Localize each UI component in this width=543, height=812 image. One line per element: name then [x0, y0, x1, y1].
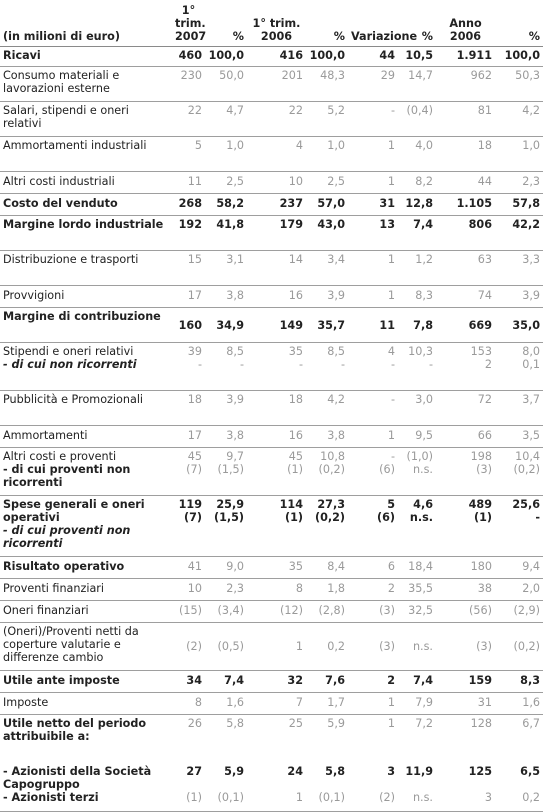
cell: 1,2: [398, 251, 436, 286]
cell: 153 2: [436, 343, 495, 391]
cell: 4: [247, 137, 306, 172]
row-label: Ammortamenti industriali: [0, 137, 172, 172]
table-row: [0, 391, 543, 426]
cell: 35: [247, 557, 306, 579]
header-row: [0, 0, 543, 47]
cell: (3): [436, 623, 495, 671]
cell: 2,3: [205, 579, 247, 601]
cell: 9,7 (1,5): [205, 448, 247, 496]
cell: 11: [172, 172, 205, 194]
cell: 34: [172, 671, 205, 693]
cell: 18: [436, 137, 495, 172]
cell: 1,8: [306, 579, 348, 601]
cell: 3 (2): [348, 763, 398, 812]
cell: 4,2: [306, 391, 348, 426]
cell: 22: [172, 102, 205, 137]
cell: 57,0: [306, 194, 348, 216]
cell: 4,6 n.s.: [398, 496, 436, 557]
cell: 11,9 n.s.: [398, 763, 436, 812]
cell: 198 (3): [436, 448, 495, 496]
cell: 32,5: [398, 601, 436, 623]
cell: 159: [436, 671, 495, 693]
cell: -: [348, 391, 398, 426]
row-label: [0, 763, 172, 812]
cell: 42,2: [495, 216, 543, 251]
cell: 32: [247, 671, 306, 693]
cell: - (6): [348, 448, 398, 496]
row-label: Utile netto del periodo attribuibile a:: [3, 717, 147, 743]
cell: 5,9: [327, 717, 345, 730]
cell: 1,0: [306, 137, 348, 172]
cell: 3,9: [495, 286, 543, 308]
row-label: Consumo materiali e lavorazioni esterne: [0, 67, 172, 102]
cell: 100,0: [306, 47, 348, 67]
header-variazione: Variazione: [348, 0, 398, 47]
cell: 13: [348, 216, 398, 251]
cell: 16: [247, 286, 306, 308]
cell: 5,8: [226, 717, 244, 730]
cell: 3,0: [398, 391, 436, 426]
row-label-main: Spese generali e oneri operativi: [3, 498, 145, 524]
cell: 6,7: [522, 717, 540, 730]
cell: 1.911: [436, 47, 495, 67]
cell: 3,8: [205, 286, 247, 308]
cell: 41: [172, 557, 205, 579]
row-label-main: Altri costi e proventi: [3, 450, 117, 463]
cell: 1: [348, 286, 398, 308]
cell: 5 (6): [348, 496, 398, 557]
cell: 6: [348, 557, 398, 579]
cell: 2: [348, 579, 398, 601]
table-row: [0, 623, 543, 671]
row-label: (Oneri)/Proventi netti da coperture valutarie e differenze cambio: [0, 623, 172, 671]
row-label-sub: - di cui non ricorrenti: [3, 358, 137, 371]
cell: 3,3: [495, 251, 543, 286]
cell: 7,4: [398, 216, 436, 251]
header-label: (in milioni di euro): [0, 0, 172, 47]
row-label-sub: - di cui proventi non ricorrenti: [3, 524, 131, 550]
cell: 10,4 (0,2): [495, 448, 543, 496]
cell: 41,8: [205, 216, 247, 251]
cell: 416: [247, 47, 306, 67]
cell: 4 -: [348, 343, 398, 391]
cell: 38: [436, 579, 495, 601]
row-label-sub: - Azionisti terzi: [3, 790, 99, 804]
row-label: Distribuzione e trasporti: [0, 251, 172, 286]
cell: 119 (7): [172, 496, 205, 557]
row-label-sub: - di cui proventi non ricorrenti: [3, 463, 131, 489]
cell: 9,4: [495, 557, 543, 579]
cell: 50,3: [495, 67, 543, 102]
cell: 669: [436, 308, 495, 343]
row-label: Altri costi industriali: [0, 172, 172, 194]
cell: 29: [348, 67, 398, 102]
cell: (2,9): [495, 601, 543, 623]
cell: 35,5: [398, 579, 436, 601]
cell: 16: [247, 426, 306, 448]
cell: 74: [436, 286, 495, 308]
cell: 24 1: [247, 763, 306, 812]
header-pct-var: %: [398, 0, 436, 47]
cell: (15): [172, 601, 205, 623]
cell: 8,5 -: [205, 343, 247, 391]
row-label: [0, 496, 172, 557]
table-row: [0, 102, 543, 137]
table-row: [0, 671, 543, 693]
cell: 9,0: [205, 557, 247, 579]
cell: 10,5: [398, 47, 436, 67]
cell: 179: [247, 216, 306, 251]
table-row: [0, 251, 543, 286]
cell: 7,9: [398, 693, 436, 715]
header-pct-anno: %: [495, 0, 543, 47]
cell: 192: [172, 216, 205, 251]
cell: 5,2: [306, 102, 348, 137]
cell: 2,3: [495, 172, 543, 194]
cell: 25: [288, 717, 303, 730]
cell: 160: [172, 308, 205, 343]
cell: 35,7: [306, 308, 348, 343]
table-row: [0, 557, 543, 579]
cell: 3,9: [205, 391, 247, 426]
table-row: [0, 308, 543, 343]
header-q1-2006: 1° trim. 2006: [247, 0, 306, 47]
cell: 2: [348, 671, 398, 693]
cell: 230: [172, 67, 205, 102]
cell: 12,8: [398, 194, 436, 216]
cell: 63: [436, 251, 495, 286]
cell: 7: [247, 693, 306, 715]
cell: 460: [172, 47, 205, 67]
cell: 1: [348, 426, 398, 448]
cell: 10: [247, 172, 306, 194]
cell: 7,4: [398, 671, 436, 693]
cell: 44: [436, 172, 495, 194]
cell: 1: [247, 623, 306, 671]
row-label: [0, 343, 172, 391]
cell: 8: [172, 693, 205, 715]
cell: 7,4: [205, 671, 247, 693]
cell: 10: [172, 579, 205, 601]
row-label: Salari, stipendi e oneri relativi: [0, 102, 172, 137]
row-label: Margine lordo industriale: [0, 216, 172, 251]
row-label-main: - Azionisti della Società Capogruppo: [3, 764, 152, 791]
cell: 5: [172, 137, 205, 172]
cell: 50,0: [205, 67, 247, 102]
table-row: [0, 448, 543, 496]
cell: (56): [436, 601, 495, 623]
cell: 1: [387, 717, 395, 730]
cell: 1: [348, 137, 398, 172]
cell: 7,6: [306, 671, 348, 693]
row-label: Ammortamenti: [0, 426, 172, 448]
cell: 27,3 (0,2): [306, 496, 348, 557]
cell: 806: [436, 216, 495, 251]
cell: 72: [436, 391, 495, 426]
cell: 14: [247, 251, 306, 286]
cell: 22: [247, 102, 306, 137]
cell: n.s.: [398, 623, 436, 671]
row-label: Ricavi: [0, 47, 172, 67]
table-row: [0, 67, 543, 102]
cell: 2,5: [306, 172, 348, 194]
cell: 201: [247, 67, 306, 102]
cell: (0,4): [398, 102, 436, 137]
cell: 17: [172, 426, 205, 448]
row-label: Pubblicità e Promozionali: [0, 391, 172, 426]
row-label: Provvigioni: [0, 286, 172, 308]
cell: 18: [172, 391, 205, 426]
table-row: [0, 601, 543, 623]
cell: 17: [172, 286, 205, 308]
cell: 4,7: [205, 102, 247, 137]
header-pct-2007: %: [205, 0, 247, 47]
table-row: [0, 426, 543, 448]
cell: -: [348, 102, 398, 137]
header-pct-2006: %: [306, 0, 348, 47]
cell: 66: [436, 426, 495, 448]
row-label: Costo del venduto: [0, 194, 172, 216]
row-label: Imposte: [0, 693, 172, 715]
cell: 5,8 (0,1): [306, 763, 348, 812]
table-row: [0, 172, 543, 194]
cell: 26: [187, 717, 202, 730]
cell: 57,8: [495, 194, 543, 216]
row-label-main: Stipendi e oneri relativi: [3, 345, 134, 358]
cell: 8: [247, 579, 306, 601]
cell: 1: [348, 251, 398, 286]
cell: 31: [436, 693, 495, 715]
row-label: [0, 448, 172, 496]
cell: 8,3: [495, 671, 543, 693]
cell: 1,6: [495, 693, 543, 715]
table-row: [0, 763, 543, 812]
cell: 31: [348, 194, 398, 216]
table-row: [0, 137, 543, 172]
cell: 8,3: [398, 286, 436, 308]
cell: (3): [348, 623, 398, 671]
cell: 81: [436, 102, 495, 137]
cell: 1: [348, 172, 398, 194]
cell: 1: [348, 693, 398, 715]
cell: 8,0 0,1: [495, 343, 543, 391]
cell: (12): [247, 601, 306, 623]
cell: 9,5: [398, 426, 436, 448]
cell: (2): [172, 623, 205, 671]
cell: 48,3: [306, 67, 348, 102]
cell: 100,0: [205, 47, 247, 67]
cell: 39 -: [172, 343, 205, 391]
cell: 44: [348, 47, 398, 67]
cell: (0,2): [495, 623, 543, 671]
cell: 1,7: [306, 693, 348, 715]
cell: 3,1: [205, 251, 247, 286]
table-row: [0, 715, 543, 763]
cell: 18,4: [398, 557, 436, 579]
table-row: [0, 496, 543, 557]
cell: (3,4): [205, 601, 247, 623]
row-label: Proventi finanziari: [0, 579, 172, 601]
cell: 149: [247, 308, 306, 343]
cell: 34,9: [205, 308, 247, 343]
cell: 3,9: [306, 286, 348, 308]
cell: 4,2: [495, 102, 543, 137]
cell: 43,0: [306, 216, 348, 251]
cell: 8,5 -: [306, 343, 348, 391]
cell: 3,4: [306, 251, 348, 286]
cell: 35,0: [495, 308, 543, 343]
cell: 10,8 (0,2): [306, 448, 348, 496]
cell: 962: [436, 67, 495, 102]
cell: 128: [470, 717, 492, 730]
cell: 3,7: [495, 391, 543, 426]
cell: 6,5 0,2: [495, 763, 543, 812]
cell: (0,5): [205, 623, 247, 671]
cell: 35 -: [247, 343, 306, 391]
table-row: [0, 693, 543, 715]
cell: 25,9 (1,5): [205, 496, 247, 557]
row-label: Risultato operativo: [0, 557, 172, 579]
table-row: [0, 286, 543, 308]
table-row: [0, 216, 543, 251]
cell: 3,8: [306, 426, 348, 448]
cell: 1,6: [205, 693, 247, 715]
cell: (2,8): [306, 601, 348, 623]
cell: 100,0: [495, 47, 543, 67]
cell: 2,0: [495, 579, 543, 601]
cell: 11: [348, 308, 398, 343]
cell: 4,0: [398, 137, 436, 172]
table-row: [0, 194, 543, 216]
cell: (3): [348, 601, 398, 623]
cell: 1,0: [205, 137, 247, 172]
header-q1-2007: 1° trim. 2007: [172, 0, 205, 47]
cell: 14,7: [398, 67, 436, 102]
cell: (1,0) n.s.: [398, 448, 436, 496]
cell: 8,4: [306, 557, 348, 579]
cell: 3,8: [205, 426, 247, 448]
cell: 3,5: [495, 426, 543, 448]
cell: 10,3 -: [398, 343, 436, 391]
cell: 1.105: [436, 194, 495, 216]
cell: 7,8: [398, 308, 436, 343]
cell: 1,0: [495, 137, 543, 172]
cell: 15: [172, 251, 205, 286]
cell: 2,5: [205, 172, 247, 194]
cell: 489 (1): [436, 496, 495, 557]
cell: 114 (1): [247, 496, 306, 557]
cell: 25,6 -: [495, 496, 543, 557]
row-label: Utile ante imposte: [0, 671, 172, 693]
cell: 45 (7): [172, 448, 205, 496]
cell: 268: [172, 194, 205, 216]
cell: 180: [436, 557, 495, 579]
row-label: Margine di contribuzione: [0, 308, 172, 343]
cell: 7,2: [415, 717, 433, 730]
table-row: [0, 47, 543, 67]
cell: 8,2: [398, 172, 436, 194]
cell: 237: [247, 194, 306, 216]
table-row: [0, 343, 543, 391]
cell: 58,2: [205, 194, 247, 216]
table-row: [0, 579, 543, 601]
header-anno-2006: Anno 2006: [436, 0, 495, 47]
cell: 18: [247, 391, 306, 426]
cell: 0,2: [306, 623, 348, 671]
row-label: Oneri finanziari: [0, 601, 172, 623]
cell: 27 (1): [172, 763, 205, 812]
cell: 45 (1): [247, 448, 306, 496]
cell: 5,9 (0,1): [205, 763, 247, 812]
cell: 125 3: [436, 763, 495, 812]
